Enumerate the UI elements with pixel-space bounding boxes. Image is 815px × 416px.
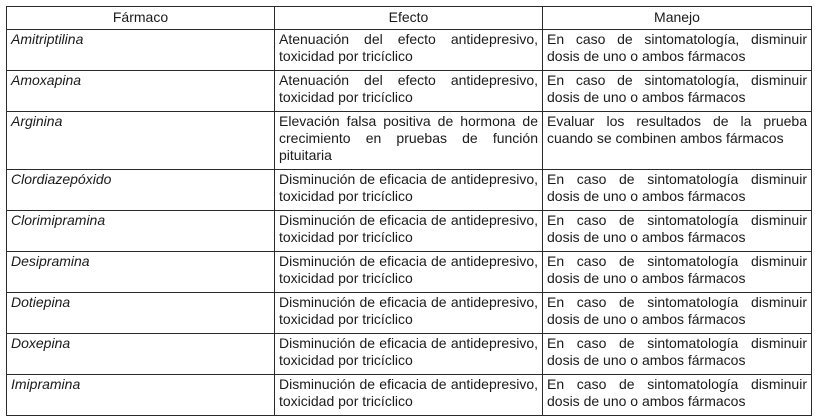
effect-cell: Atenuación del efecto antidepresivo, toxicidad por tricíclico bbox=[275, 30, 543, 71]
table-row bbox=[7, 375, 812, 416]
management-cell: En caso de sintomatología disminuir dosis de uno o ambos fármacos bbox=[543, 334, 812, 375]
table-row bbox=[7, 211, 812, 252]
table-row bbox=[7, 293, 812, 334]
table-row bbox=[7, 334, 812, 375]
drug-cell: Arginina bbox=[7, 112, 275, 170]
management-cell: Evaluar los resultados de la prueba cuando se combinen ambos fármacos bbox=[543, 112, 812, 170]
management-cell: En caso de sintomatología disminuir dosis de uno o ambos fármacos bbox=[543, 211, 812, 252]
header-effect: Efecto bbox=[275, 7, 543, 30]
effect-cell: Disminución de eficacia de antidepresivo, toxicidad por tricíclico bbox=[275, 170, 543, 211]
management-cell: En caso de sintomatología disminuir dosis de uno o ambos fármacos bbox=[543, 170, 812, 211]
drug-cell: Amitriptilina bbox=[7, 30, 275, 71]
management-cell: En caso de sintomatología, disminuir dosis de uno o ambos fármacos bbox=[543, 71, 812, 112]
effect-cell: Disminución de eficacia de antidepresivo, toxicidad por tricíclico bbox=[275, 293, 543, 334]
management-cell: En caso de sintomatología disminuir dosis de uno o ambos fármacos bbox=[543, 375, 812, 416]
table-header-row bbox=[7, 7, 812, 30]
drug-cell: Dotiepina bbox=[7, 293, 275, 334]
drug-cell: Amoxapina bbox=[7, 71, 275, 112]
table-row bbox=[7, 252, 812, 293]
management-cell: En caso de sintomatología, disminuir dosis de uno o ambos fármacos bbox=[543, 30, 812, 71]
drug-cell: Doxepina bbox=[7, 334, 275, 375]
management-cell: En caso de sintomatología disminuir dosis de uno o ambos fármacos bbox=[543, 293, 812, 334]
effect-cell: Atenuación del efecto antidepresivo, toxicidad por tricíclico bbox=[275, 71, 543, 112]
drug-cell: Clorimipramina bbox=[7, 211, 275, 252]
header-management: Manejo bbox=[543, 7, 812, 30]
effect-cell: Disminución de eficacia de antidepresivo, toxicidad por tricíclico bbox=[275, 334, 543, 375]
drug-interaction-table bbox=[6, 6, 812, 416]
effect-cell: Disminución de eficacia de antidepresivo, toxicidad por tricíclico bbox=[275, 252, 543, 293]
table-row bbox=[7, 112, 812, 170]
effect-cell: Disminución de eficacia de antidepresivo, toxicidad por tricíclico bbox=[275, 211, 543, 252]
management-cell: En caso de sintomatología disminuir dosis de uno o ambos fármacos bbox=[543, 252, 812, 293]
drug-cell: Desipramina bbox=[7, 252, 275, 293]
drug-cell: Imipramina bbox=[7, 375, 275, 416]
effect-cell: Elevación falsa positiva de hormona de crecimiento en pruebas de función pituitaria bbox=[275, 112, 543, 170]
effect-cell: Disminución de eficacia de antidepresivo, toxicidad por tricíclico bbox=[275, 375, 543, 416]
table-row bbox=[7, 30, 812, 71]
header-drug: Fármaco bbox=[7, 7, 275, 30]
table-row bbox=[7, 170, 812, 211]
drug-cell: Clordiazepóxido bbox=[7, 170, 275, 211]
table-row bbox=[7, 71, 812, 112]
